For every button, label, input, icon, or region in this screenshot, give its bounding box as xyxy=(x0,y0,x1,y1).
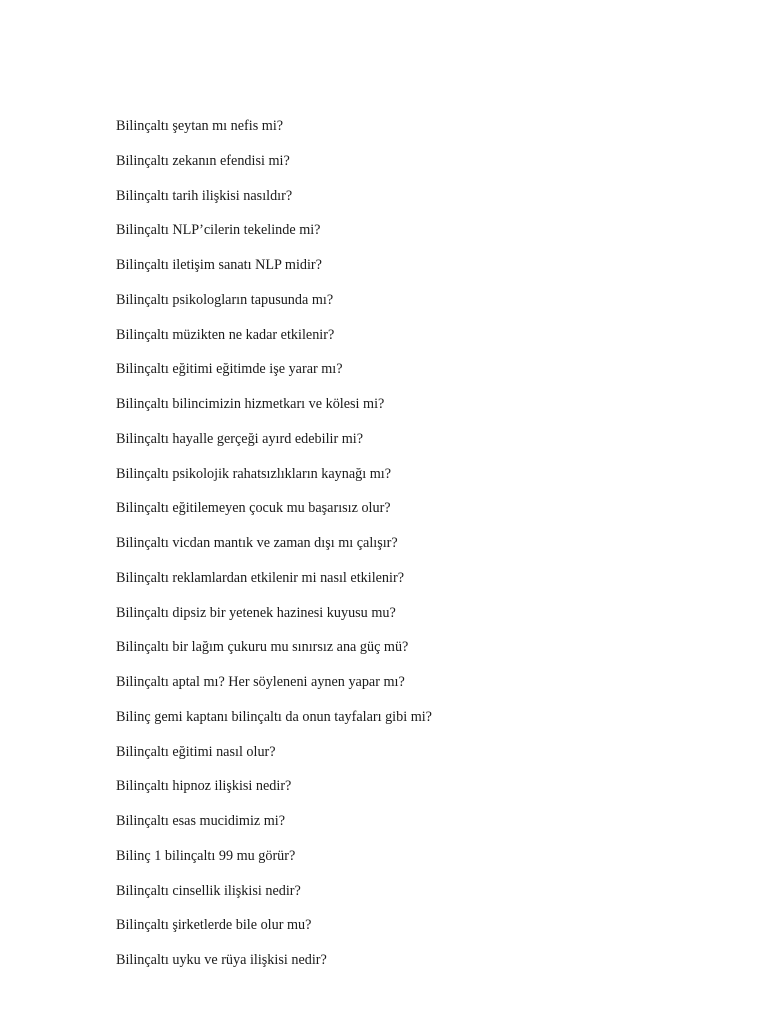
question-line: Bilinçaltı şeytan mı nefis mi? xyxy=(116,118,284,134)
question-line: Bilinçaltı tarih ilişkisi nasıldır? xyxy=(116,187,293,204)
question-line: Bilinçaltı eğitilemeyen çocuk mu başarısız olur? xyxy=(116,500,391,517)
question-line: Bilinç 1 bilinçaltı 99 mu görür? xyxy=(116,847,296,864)
question-list xyxy=(116,116,432,985)
question-line: Bilinçaltı müzikten ne kadar etkilenir? xyxy=(116,326,335,343)
question-line: Bilinçaltı eğitimi nasıl olur? xyxy=(116,743,276,760)
question-line: Bilinçaltı uyku ve rüya ilişkisi nedir? xyxy=(116,952,327,968)
question-line: Bilinçaltı bir lağım çukuru mu sınırsız ana güç mü? xyxy=(116,639,409,656)
question-line: Bilinçaltı bilincimizin hizmetkarı ve kölesi mi? xyxy=(116,396,385,412)
question-line: Bilinçaltı psikolojik rahatsızlıkların kaynağı mı? xyxy=(116,465,392,482)
question-line: Bilinçaltı esas mucidimiz mi? xyxy=(116,813,286,829)
question-line: Bilinçaltı iletişim sanatı NLP midir? xyxy=(116,257,322,273)
question-line: Bilinçaltı hayalle gerçeği ayırd edebilir mi? xyxy=(116,430,363,447)
question-line: Bilinçaltı şirketlerde bile olur mu? xyxy=(116,917,312,934)
question-line: Bilinçaltı eğitimi eğitimde işe yarar mı? xyxy=(116,361,343,378)
question-line: Bilinçaltı aptal mı? Her söyleneni aynen yapar mı? xyxy=(116,674,405,690)
question-line: Bilinç gemi kaptanı bilinçaltı da onun tayfaları gibi mi? xyxy=(116,708,432,725)
question-line: Bilinçaltı psikologların tapusunda mı? xyxy=(116,291,334,308)
question-line: Bilinçaltı vicdan mantık ve zaman dışı mı çalışır? xyxy=(116,535,398,551)
question-line: Bilinçaltı zekanın efendisi mi? xyxy=(116,152,290,169)
question-line: Bilinçaltı cinsellik ilişkisi nedir? xyxy=(116,882,301,899)
question-line: Bilinçaltı NLP’cilerin tekelinde mi? xyxy=(116,222,321,239)
question-line: Bilinçaltı dipsiz bir yetenek hazinesi kuyusu mu? xyxy=(116,604,396,621)
question-line: Bilinçaltı hipnoz ilişkisi nedir? xyxy=(116,778,292,795)
question-line: Bilinçaltı reklamlardan etkilenir mi nasıl etkilenir? xyxy=(116,569,404,586)
